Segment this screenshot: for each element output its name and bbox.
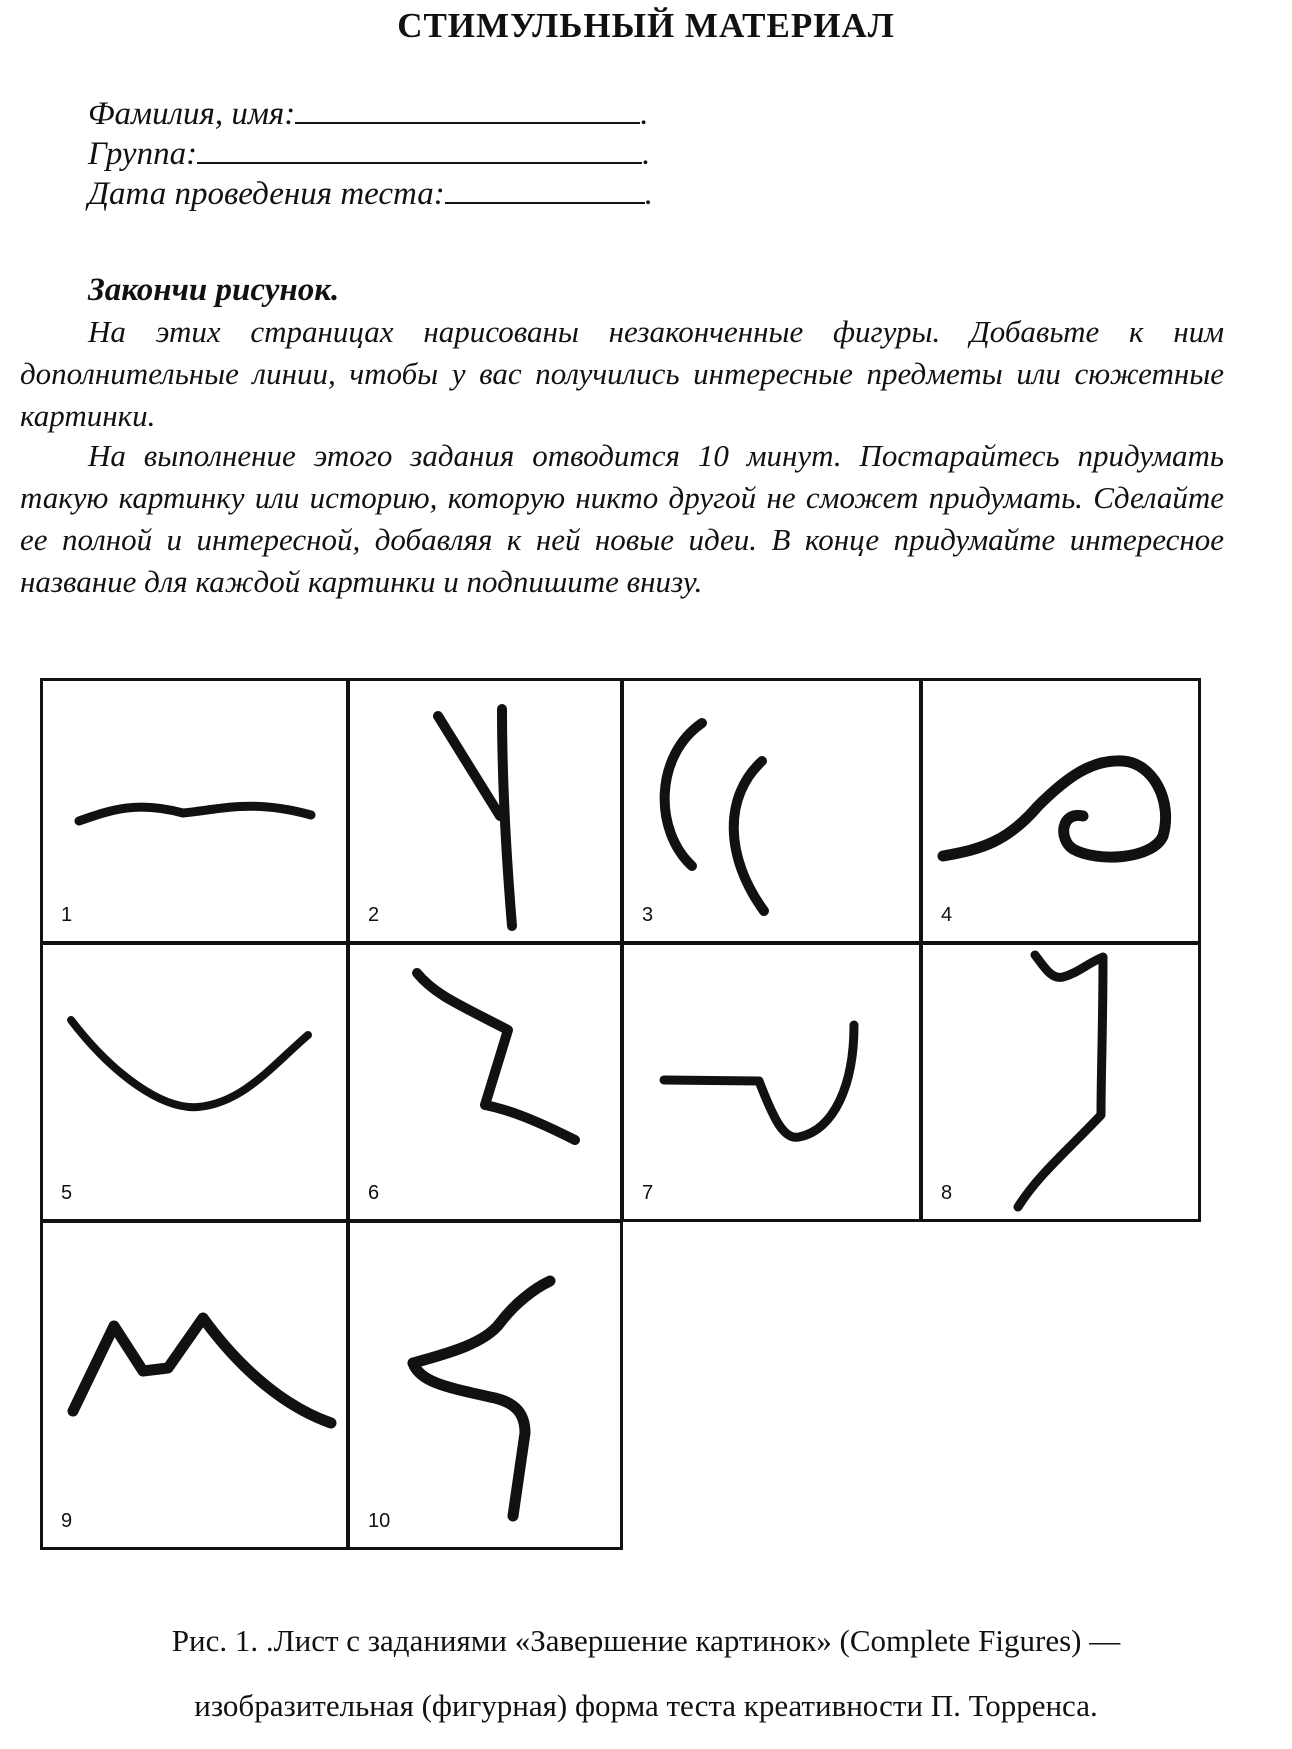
figure-number-2: 2 — [368, 904, 380, 926]
figure-cell-9[interactable] — [40, 1220, 349, 1550]
figure-cell-7[interactable] — [621, 942, 922, 1222]
page-title: СТИМУЛЬНЫЙ МАТЕРИАЛ — [397, 6, 895, 45]
figure-1-drawing — [43, 681, 346, 941]
figure-number-3: 3 — [642, 904, 654, 926]
figure-number-5: 5 — [61, 1182, 73, 1204]
figure-4-drawing — [923, 681, 1198, 941]
figure-cell-8[interactable] — [920, 942, 1201, 1222]
figure-number-7: 7 — [642, 1182, 654, 1204]
figure-number-10: 10 — [368, 1510, 391, 1532]
figure-number-8: 8 — [941, 1182, 953, 1204]
figure-cell-4[interactable] — [920, 678, 1201, 944]
figure-number-1: 1 — [61, 904, 73, 926]
figure-8-drawing — [923, 945, 1198, 1219]
figure-number-6: 6 — [368, 1182, 380, 1204]
figure-number-9: 9 — [61, 1510, 73, 1532]
figure-cell-1[interactable] — [40, 678, 349, 944]
figure-5-drawing — [43, 945, 346, 1219]
name-field-end: . — [640, 96, 649, 132]
figure-cell-10[interactable] — [347, 1220, 623, 1550]
figure-cell-2[interactable] — [347, 678, 623, 944]
figure-2-drawing — [350, 681, 620, 941]
date-field-end: . — [644, 176, 653, 212]
group-field-label: Группа: — [88, 136, 198, 172]
figure-10-drawing — [350, 1223, 620, 1547]
figure-caption-line-2: изобразительная (фигурная) форма теста креативности П. Торренса. — [194, 1688, 1098, 1723]
name-field-label: Фамилия, имя: — [88, 96, 296, 132]
date-field-label: Дата проведения теста: — [88, 176, 445, 212]
figure-9-drawing — [43, 1223, 346, 1547]
group-field-end: . — [642, 136, 651, 172]
task-paragraph-1: На этих страницах нарисованы незаконченные фигуры. Добавьте к ним дополнительные линии, чтобы у вас получились интересные предметы или сюжетные картинки. — [20, 314, 1224, 433]
task-heading: Закончи рисунок. — [88, 272, 340, 308]
figure-cell-5[interactable] — [40, 942, 349, 1222]
figure-3-drawing — [624, 681, 919, 941]
figure-7-drawing — [624, 945, 919, 1219]
figure-cell-3[interactable] — [621, 678, 922, 944]
figure-caption-line-1: Рис. 1. .Лист с заданиями «Завершение картинок» (Complete Figures) — — [171, 1623, 1121, 1658]
figure-cell-6[interactable] — [347, 942, 623, 1222]
task-paragraph-2: На выполнение этого задания отводится 10 минут. Постарайтесь придумать такую картинку или историю, которую никто другой не сможет придумать. Сделайте ее полной и интересной, добавляя к ней новые идеи. В конце придумайте интересное название для каждой картинки и подпишите внизу. — [20, 438, 1224, 599]
figure-number-4: 4 — [941, 904, 953, 926]
figure-6-drawing — [350, 945, 620, 1219]
